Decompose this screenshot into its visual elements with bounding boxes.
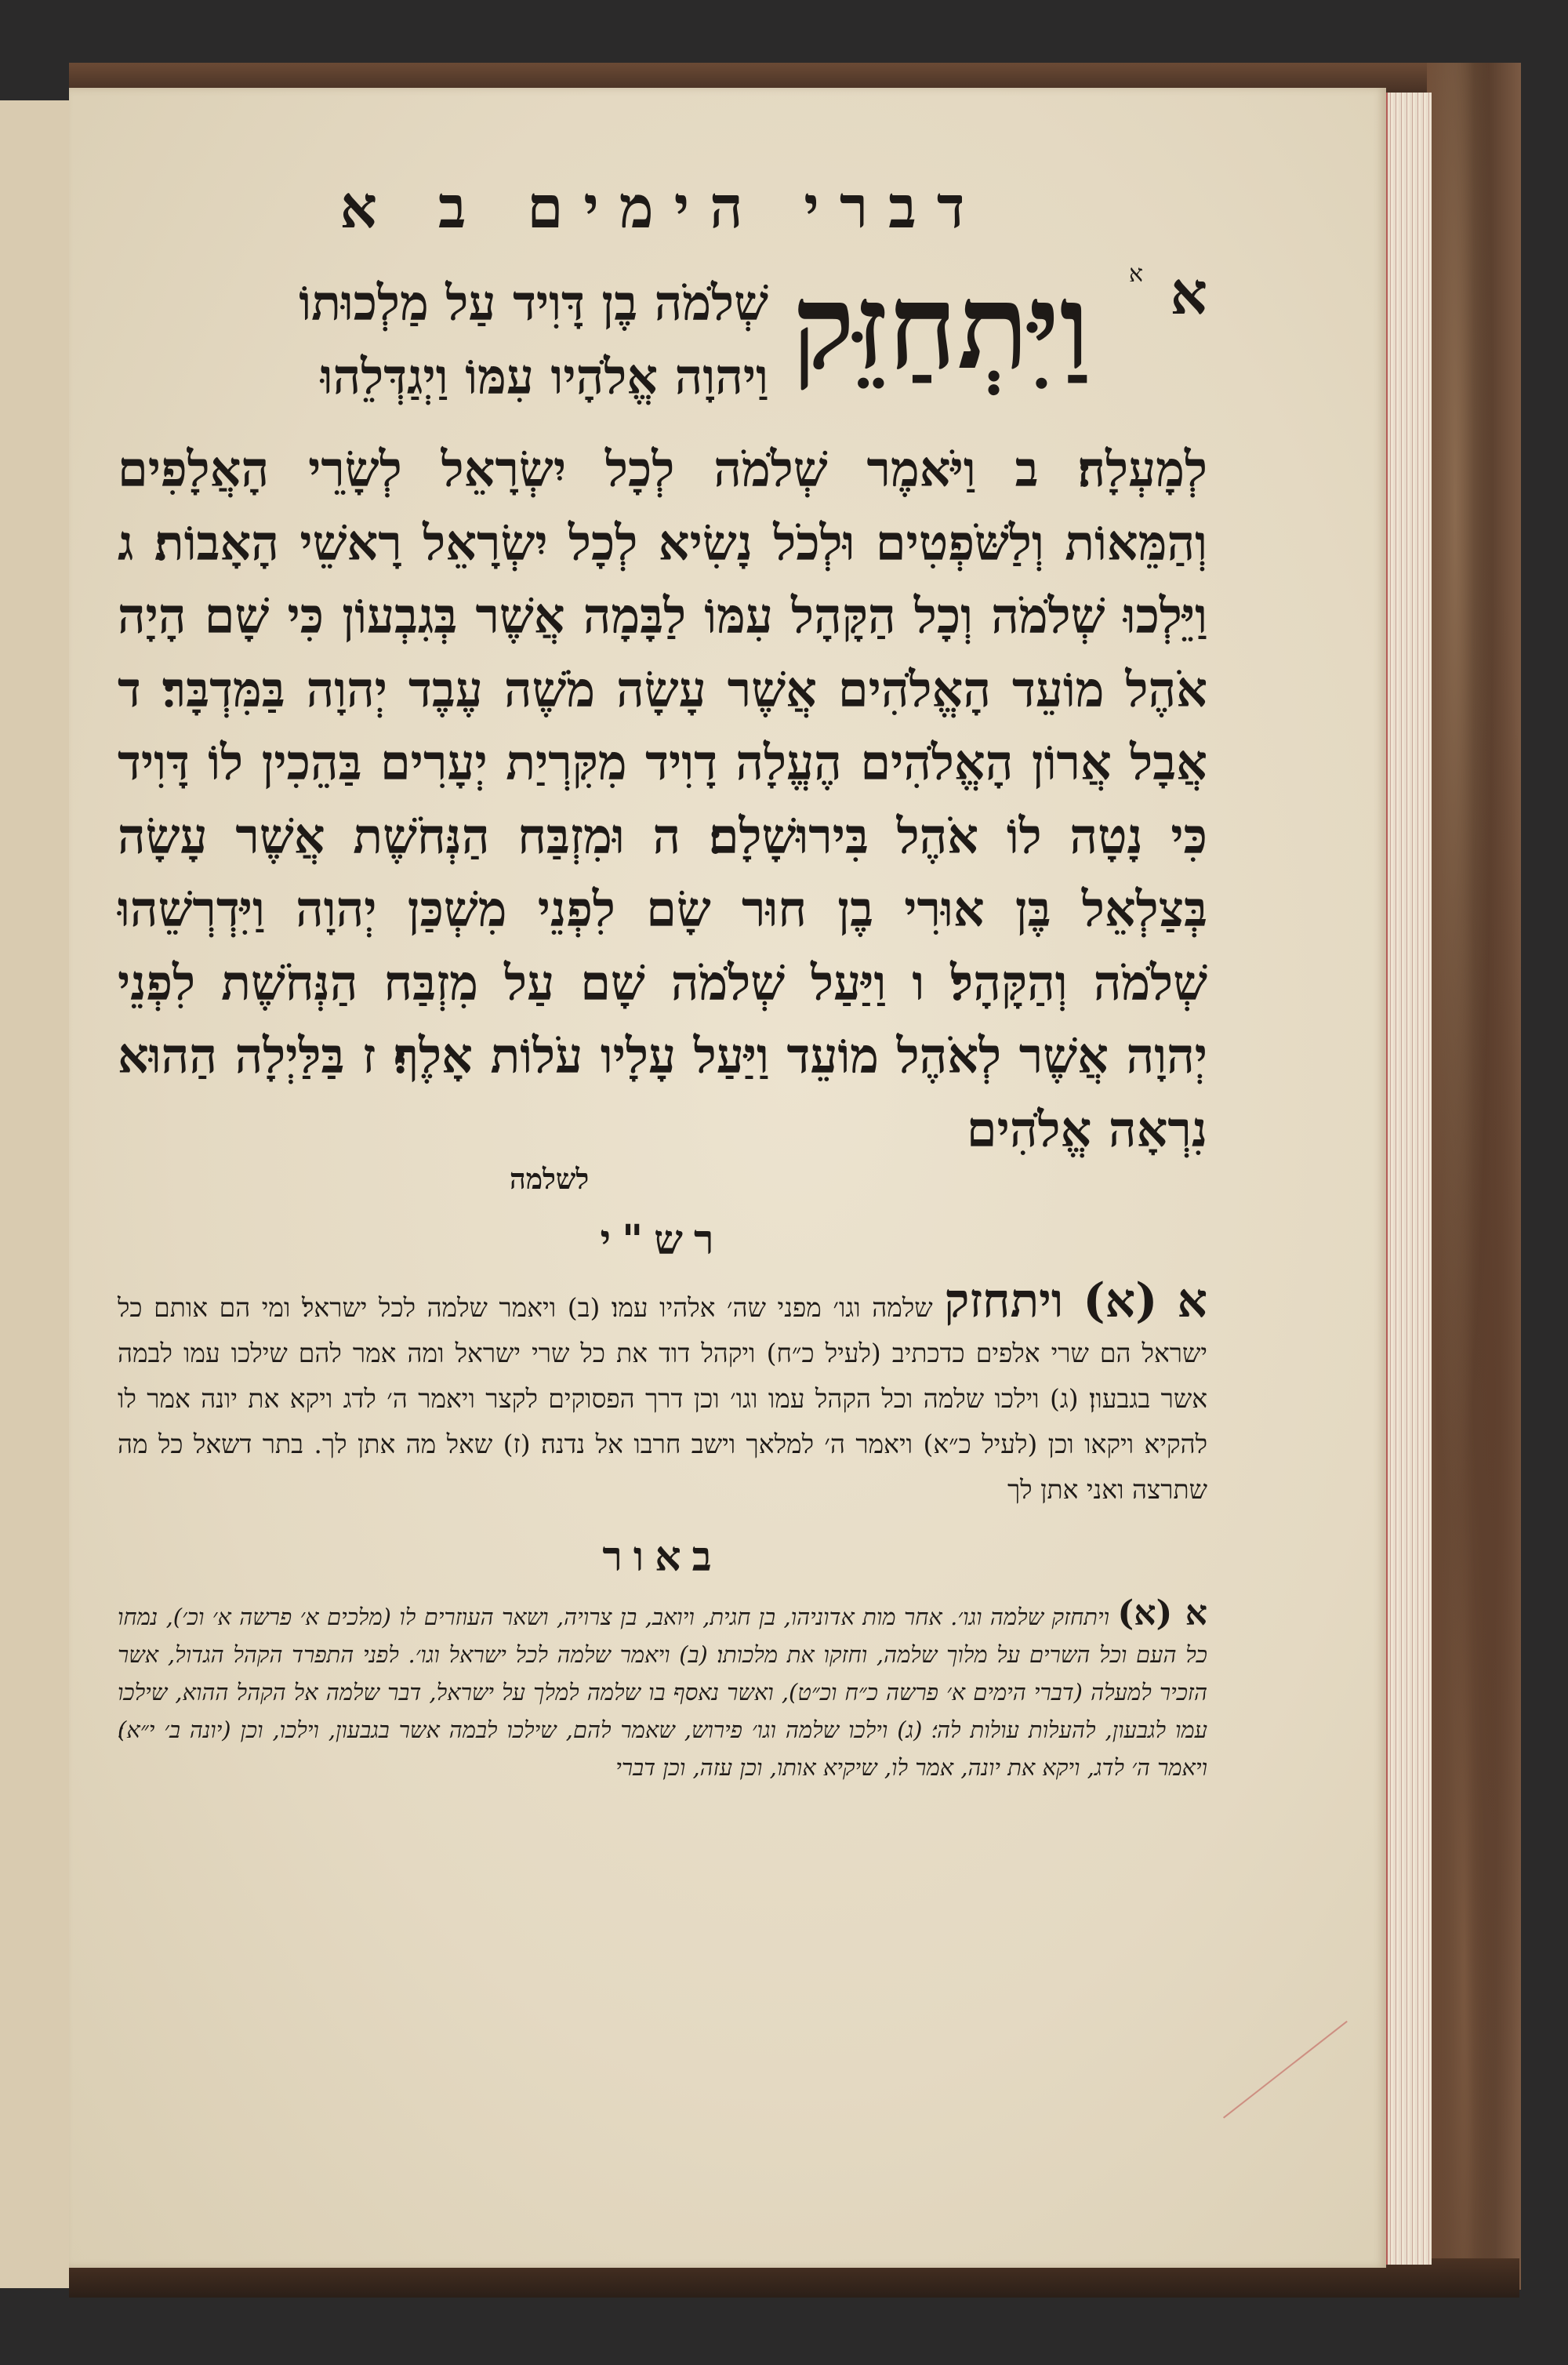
rashi-text: שלמה וגו׳ מפני שה׳ אלהיו עמו׃ (ב) ויאמר שלמה לכל ישראל׃ ומי הם אותם כל ישראל הם שרי אלפים כדכתיב (לעיל כ״ח) ויקהל דוד את כל שרי ישראל ומה אמר להם שילכו עמו לבמה אשר בגבעון׃ (ג) וילכו שלמה וכל הקהל עמו וגו׳ וכן דרך הפסוקים לקצר ויאמר ה׳ לדג ויקא את יונה אמר לו להקיא ויקאו וכן (לעיל כ״א) ויאמר ה׳ למלאך וישב חרבו אל נדנה׃ (ז) שאל מה אתן לך. בתר דשאל כל מה שתרצה ואני אתן לך: [118, 1292, 1207, 1505]
catchword: לשלמה: [510, 1163, 590, 1196]
opening-line: שְׁלֹמֹה בֶן דָּוִיד עַל מַלְכוּתוֹ: [299, 274, 768, 332]
biur-commentary: [118, 1595, 1207, 1786]
opening-lines: [118, 267, 768, 414]
chapter-opening: [118, 252, 1207, 433]
biur-head: א (א): [1117, 1593, 1207, 1633]
opening-line: וַיהוָה אֱלֹהָיו עִמּוֹ וַיְגַדְּלֵהוּ: [320, 348, 768, 405]
rashi-title: רש"י: [600, 1216, 725, 1264]
facing-page-edge: [0, 100, 71, 2288]
chapter-number: א: [1170, 260, 1207, 328]
biur-text: ויתחזק שלמה וגו׳. אחר מות אדוניהו, בן חגית, ויואב, בן צרויה, ושאר העוזרים לו (מלכים א׳ פרשה א׳ וכ׳), נמחו כל העם וכל השרים על מלוך שלמה, וחזקו את מלכותו׃ (ב) ויאמר שלמה לכל ישראל וגו׳. לפני התפרד הקהל הגדול, אשר הזכיר למעלה (דברי הימים א׳ פרשה כ״ח וכ״ט), ואשר נאסף בו שלמה למלך על ישראל, דבר שלמה אל הקהל ההוא, שילכו עמו לגבעון, להעלות עולות לה׳׃ (ג) וילכו שלמה וגו׳ פירוש, שאמר להם, שילכו לבמה אשר בגבעון, וילכו, וכן (יונה ב׳ י״א)׃ ויאמר ה׳ לדג, ויקא את יונה, אמר לו, שיקיא אותו, וכן עזה, וכן דברי: [118, 1604, 1207, 1781]
running-head: דברי הימים ב א: [339, 174, 985, 242]
rashi-commentary: [118, 1273, 1207, 1513]
verse-number: א: [1128, 260, 1143, 288]
binding-spine-right: [1427, 63, 1521, 2290]
page-fore-edge: [1386, 93, 1432, 2265]
biur-title: באור: [602, 1533, 723, 1581]
main-text: לְמָעְלָה׃ ב וַיֹּאמֶר שְׁלֹמֹה לְכָל יִשְׂרָאֵל לְשָׂרֵי הָאֲלָפִים וְהַמֵּאוֹת וְלַשֹּׁפְטִים וּלְכֹל נָשִׂיא לְכָל יִשְׂרָאֵל רָאשֵׁי הָאָבוֹת׃ ג וַיֵּלְכוּ שְׁלֹמֹה וְכָל הַקָּהָל עִמּוֹ לַבָּמָה אֲשֶׁר בְּגִבְעוֹן כִּי שָׁם הָיָה אֹהֶל מוֹעֵד הָאֱלֹהִים אֲשֶׁר עָשָׂה מֹשֶׁה עֶבֶד יְהוָה בַּמִּדְבָּר׃ ד אֲבָל אֲרוֹן הָאֱלֹהִים הֶעֱלָה דָוִיד מִקִּרְיַת יְעָרִים בַּהֵכִין לוֹ דָּוִיד כִּי נָטָה לוֹ אֹהֶל בִּירוּשָׁלָם׃ ה וּמִזְבַּח הַנְּחֹשֶׁת אֲשֶׁר עָשָׂה בְּצַלְאֵל בֶּן אוּרִי בֶן חוּר שָׂם לִפְנֵי מִשְׁכַּן יְהוָה וַיִּדְרְשֵׁהוּ שְׁלֹמֹה וְהַקָּהָל׃ ו וַיַּעַל שְׁלֹמֹה שָׁם עַל מִזְבַּח הַנְּחֹשֶׁת לִפְנֵי יְהוָה אֲשֶׁר לְאֹהֶל מוֹעֵד וַיַּעַל עָלָיו עֹלוֹת אָלֶף׃ ז בַּלַּיְלָה הַהוּא נִרְאָה אֱלֹהִים: [118, 441, 1207, 1158]
page-content: [118, 173, 1207, 1786]
rashi-head: א (א) ויתחזק: [944, 1273, 1207, 1328]
opening-word: וַיִּתְחַזֵּק: [791, 258, 1090, 396]
